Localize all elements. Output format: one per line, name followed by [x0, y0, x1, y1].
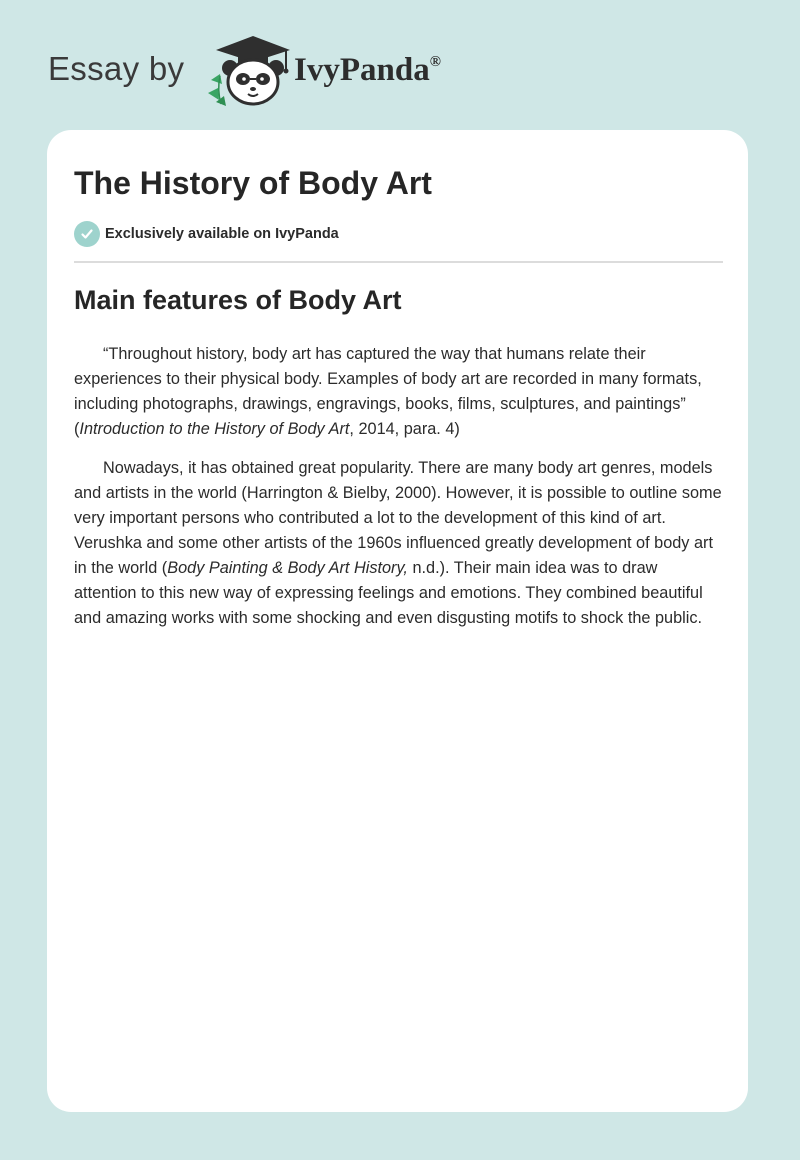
- essay-body: [74, 342, 724, 645]
- paragraph-main: [74, 456, 724, 631]
- citation-title: Introduction to the History of Body Art: [79, 420, 350, 438]
- brand-name[interactable]: [294, 52, 441, 89]
- citation-title: Body Painting & Body Art History,: [167, 559, 408, 577]
- page-title: The History of Body Art: [74, 165, 432, 201]
- divider: [74, 261, 723, 263]
- citation-detail: n.d.). Their main idea was to draw attention to this new way of expressing feelings and emotions. They combined beautiful and amazing works with some shocking and even disgusting motifs to shock the public.: [74, 559, 703, 627]
- registered-mark: ®: [429, 54, 441, 70]
- paragraph-quote: [74, 342, 724, 442]
- panda-logo-icon[interactable]: [198, 30, 308, 110]
- badge-text: Exclusively available on IvyPanda: [105, 226, 339, 242]
- section-title: Main features of Body Art: [74, 285, 402, 315]
- paragraph-text: “Throughout history, body art has captured the way that humans relate their experiences to their physical body. Examples of body art are recorded in many formats, including photographs, drawings, engravings, books, films, sculptures, and paintings” (: [74, 345, 702, 438]
- exclusive-badge: [74, 221, 339, 247]
- site-header: [48, 30, 548, 120]
- essay-by-label: Essay by: [48, 50, 185, 87]
- citation-detail: , 2014, para. 4): [349, 420, 460, 438]
- brand-text: IvyPanda: [294, 52, 430, 88]
- paragraph-text: Nowadays, it has obtained great popularity. There are many body art genres, models and artists in the world (Harrington & Bielby, 2000). However, it is possible to outline some very important persons who contributed a lot to the development of this kind of art. Verushka and some other artists of the 1960s influenced greatly development of body art in the world (: [74, 459, 722, 577]
- essay-card: [47, 130, 748, 1112]
- check-icon: [74, 221, 100, 247]
